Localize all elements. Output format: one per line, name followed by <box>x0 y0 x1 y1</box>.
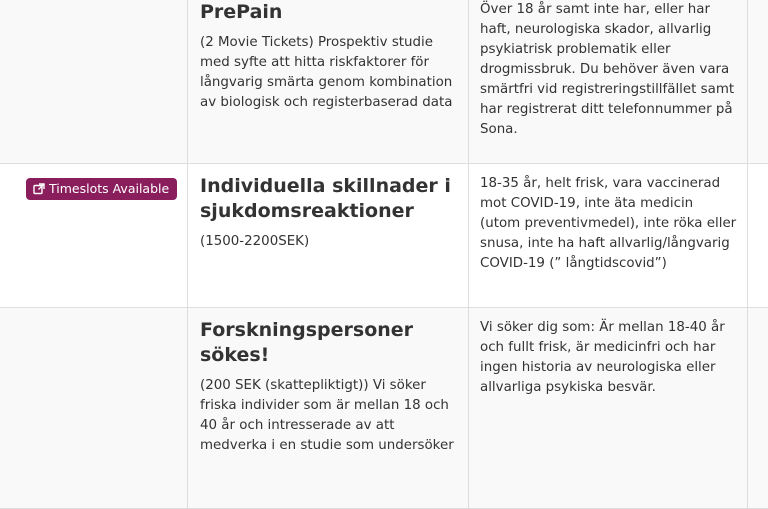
study-title[interactable]: Forskningspersoner sökes! <box>200 319 414 366</box>
study-requirements: 18-35 år, helt frisk, vara vaccinerad mot COVID-19, inte äta medicin (utom preventivmedel), inte röka eller snusa, inte ha haft allvarlig/långvarig COVID-19 (” långtidscovid”) <box>480 176 737 271</box>
study-title[interactable]: PrePain <box>200 1 283 23</box>
study-description: (200 SEK (skattepliktigt)) Vi söker friska individer som är mellan 18 och 40 år och intresserade av att medverka i en studie som undersöker <box>200 378 454 453</box>
study-title[interactable]: Individuella skillnader i sjukdomsreaktioner <box>200 175 451 222</box>
study-info-cell <box>188 164 469 307</box>
study-requirements: Vi söker dig som: Är mellan 18-40 år och fullt frisk, är medicinfri och har ingen historia av neurologiska eller allvarliga psykiska besvär. <box>480 320 725 395</box>
timeslots-available-button[interactable] <box>26 178 177 200</box>
study-info-cell <box>188 308 469 508</box>
external-link-icon <box>33 183 45 195</box>
study-requirements-cell <box>469 164 748 307</box>
study-info-cell <box>188 0 469 163</box>
study-requirements: Över 18 år samt inte har, eller har haft, neurologiska skador, allvarlig psykiatrisk problematik eller drogmissbruk. Du behöver även vara smärtfri vid registreringstillfället samt har registrerat ditt telefonnummer på Sona. <box>480 2 735 137</box>
study-requirements-cell <box>469 308 748 508</box>
study-description: (2 Movie Tickets) Prospektiv studie med syfte att hitta riskfaktorer för långvarig smärta genom kombination av biologisk och registerbaserad data <box>200 35 453 110</box>
study-action-cell <box>0 164 188 307</box>
timeslots-available-label: Timeslots Available <box>49 181 170 196</box>
study-action-cell <box>0 308 188 508</box>
study-action-cell <box>0 0 188 163</box>
study-row <box>0 308 768 509</box>
study-description: (1500-2200SEK) <box>200 234 310 249</box>
study-requirements-cell <box>469 0 748 163</box>
study-row <box>0 164 768 308</box>
study-row <box>0 0 768 164</box>
